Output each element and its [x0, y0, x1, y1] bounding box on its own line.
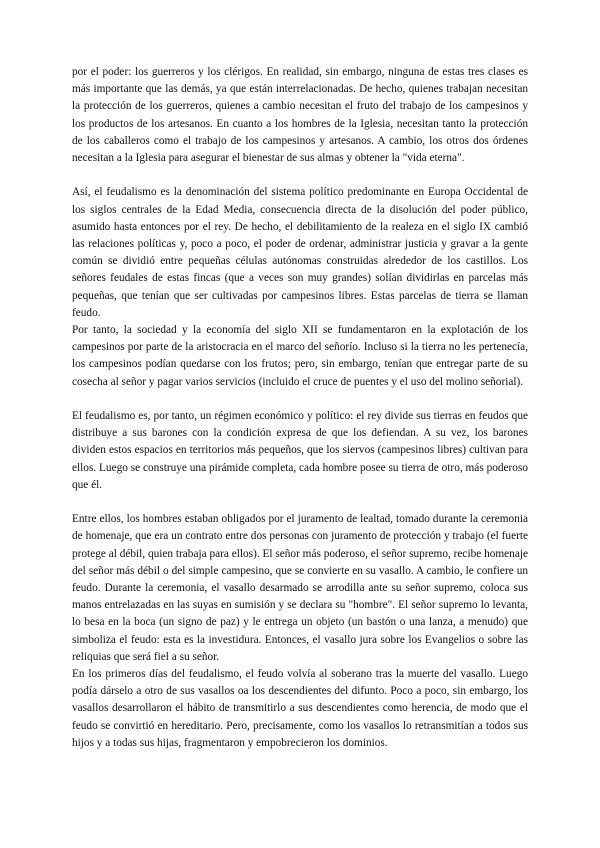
paragraph-feudal-pyramid: El feudalismo es, por tanto, un régimen económico y político: el rey divide sus tierras en feudos que distribuye a sus barones con la condición expresa de que los defiendan. A su vez, los barones dividen estos espacios en territorios más pequeños, que los siervos (campesinos libres) cultivan para ellos. Luego se construye una pirámide completa, cada hombre posee su tierra de otro, más poderoso que él. — [72, 410, 528, 491]
paragraph-three-orders: por el poder: los guerreros y los clérigos. En realidad, sin embargo, ninguna de estas tres clases es más importante que las demás, ya que están interrelacionadas. De hecho, quienes trabajan necesitan la protección de los guerreros, quienes a cambio necesitan el fruto del trabajo de los campesinos y los productos de los artesanos. En cuanto a los hombres de la Iglesia, necesitan tanto la protección de los caballeros como el trabajo de los campesinos y artesanos. A cambio, los otros dos órdenes necesitan a la Iglesia para asegurar el bienestar de sus almas y obtener la "vida eterna". — [72, 66, 528, 165]
paragraph-gap — [72, 391, 528, 408]
document-page — [72, 64, 528, 752]
paragraph-homage-ceremony: Entre ellos, los hombres estaban obligados por el juramento de lealtad, tomado durante la ceremonia de homenaje, que era un contrato entre dos personas con juramento de protección y trabajo (el fuerte protege al débil, quien trabaja para ellos). El señor más poderoso, el señor supremo, recibe homenaje del señor más débil o del simple campesino, que se convierte en su vasallo. A cambio, le confiere un feudo. Durante la ceremonia, el vasallo desarmado se arrodilla ante su señor supremo, coloca sus manos entrelazadas en las suyas en sumisión y se declara su "hombre". El señor supremo lo levanta, lo besa en la boca (un signo de paz) y le entrega un objeto (un bastón o una lanza, a menudo) que simboliza el feudo: esta es la investidura. Entonces, el vasallo jura sobre los Evangelios o sobre las reliquias que será fiel a su señor. — [72, 513, 528, 663]
paragraph-seigneury-economy: Por tanto, la sociedad y la economía del siglo XII se fundamentaron en la explotación de los campesinos por parte de la aristocracia en el marco del señorío. Incluso si la tierra no les pertenecía, los campesinos podían quedarse con los frutos; pero, sin embargo, tenían que entregar parte de su cosecha al señor y pagar varios servicios (incluido el cruce de puentes y el uso del molino señorial). — [72, 324, 528, 388]
paragraph-hereditary-fief: En los primeros días del feudalismo, el feudo volvía al soberano tras la muerte del vasallo. Luego podía dárselo a otro de sus vasallos oa los descendientes del difunto. Poco a poco, sin embargo, los vasallos desarrollaron el hábito de transmitirlo a sus descendientes como herencia, de modo que el feudo se convirtió en hereditario. Pero, precisamente, como los vasallos lo retransmitían a todos sus hijos y a todas sus hijas, fragmentaron y empobrecieron los dominios. — [72, 668, 528, 749]
paragraph-gap — [72, 494, 528, 511]
paragraph-gap — [72, 167, 528, 184]
paragraph-feudalism-definition: Así, el feudalismo es la denominación del sistema político predominante en Europa Occidental de los siglos centrales de la Edad Media, consecuencia directa de la disolución del poder público, asumido hasta entonces por el rey. De hecho, el debilitamiento de la realeza en el siglo IX cambió las relaciones políticas y, poco a poco, el poder de ordenar, administrar justicia y gravar a la gente común se dividió entre pequeñas células autónomas construidas alrededor de los castillos. Los señores feudales de estas fincas (que a veces son muy grandes) solían dividirlas en parcelas más pequeñas, que tenían que ser cultivadas por campesinos libres. Estas parcelas de tierra se llaman feudo. — [72, 186, 528, 319]
